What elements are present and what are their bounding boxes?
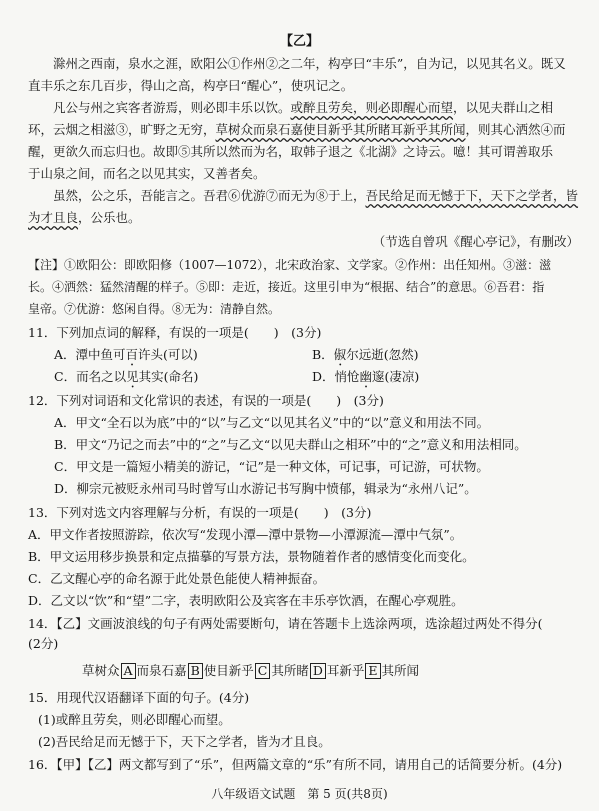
passage-line [28,122,566,138]
q13-option-d: D．乙文以“饮”和“望”二字，表明欧阳公及宾客在丰乐亭饮酒，在醒心亭观胜。 [28,593,464,608]
option-text: B． [312,347,334,362]
break-option-a[interactable]: A [121,663,136,679]
sentence-break-options [82,663,419,679]
question-15-stem: 15．用现代汉语翻译下面的句子。(4分) [28,690,250,705]
break-option-b[interactable]: B [188,663,203,679]
passage-text: ，以见夫群山之相 [453,100,554,115]
q15-sentence-2: (2)吾民给足而无憾于下，天下之学者，皆为才且良。 [38,734,331,749]
passage-text: ，则其心洒然④而 [465,122,566,137]
q11-option-b [312,347,418,369]
passage-text: 虽然，公之乐，吾能言之。吾君⑥优游⑦而无为⑧于上， [28,188,366,203]
question-16-stem: 16．【甲】【乙】两文都写到了“乐”，但两篇文章的“乐”有所不同，请用自己的话简要分析。(4分) [28,757,563,772]
break-option-e[interactable]: E [365,663,380,679]
q12-option-b: B．甲文“乃记之而去”中的“之”与乙文“以见夫群山之相环”中的“之”意义和用法相同。 [54,437,527,452]
option-text: 邃(凄凉) [372,369,420,384]
option-text: 尔远逝(忽然) [346,347,419,362]
passage-text: 环，云烟之相滋③，旷野之无穷， [28,122,216,137]
notes-line: 长。④洒然：猛然清醒的样子。⑤即：走近，接近。这里引申为“根据、结合”的意思。⑥吾君：指 [28,280,545,294]
q13-option-c: C．乙文醒心亭的命名源于此处景色能使人精神振奋。 [28,571,326,586]
passage-line: 于山泉之间，而名之以见其实，又善者矣。 [28,166,266,181]
question-13-stem: 13．下列对选文内容理解与分析，有误的一项是( ) (3分) [28,505,372,520]
passage-line: 滁州之西南，泉水之涯，欧阳公①作州②之二年，构亭曰“丰乐”，自为记，以见其名义。既又 [28,56,566,71]
passage-line: 直丰乐之东几百步，得山之高，构亭曰“醒心”，使巩记之。 [28,78,354,93]
sentence-segment: 耳新乎 [326,663,365,678]
q15-sentence-1: (1)或醉且劳矣，则必即醒心而望。 [38,712,231,727]
passage-line [28,188,578,204]
passage-line [28,100,553,116]
q12-option-c: C．甲文是一篇短小精美的游记，“记”是一种文体，可记事，可记游，可状物。 [54,459,489,474]
dotted-word: 幽 [359,369,373,384]
section-title: 【乙】 [279,34,319,49]
sentence-segment: 而泉石嘉 [136,663,187,678]
q11-option-a [54,347,198,369]
dotted-word: 百 [125,347,139,362]
question-11-stem: 11．下列加点词的解释，有误的一项是( ) (3分) [28,325,322,340]
passage-text: ，公乐也。 [78,210,141,225]
dotted-word: 俶 [333,347,347,362]
notes-line: 【注】①欧阳公：即欧阳修（1007—1072），北宋政治家、文学家。②作州：出任知州。③滋：滋 [28,258,552,272]
dotted-word: 见 [126,369,139,384]
q12-option-d: D．柳宗元被贬永州司马时曾写山水游记书写胸中愤郁，辑录为“永州八记”。 [54,481,477,496]
wavy-underlined-sentence: 草树众而泉石嘉使目新乎其所睹耳新乎其所闻 [215,122,466,137]
question-12-stem: 12．下列对词语和文化常识的表述，有误的一项是( ) (3分) [28,393,384,408]
option-text: D．悄怆 [312,369,360,384]
wavy-underlined-text: 吾民给足而无憾于下，天下之学者，皆 [365,188,579,203]
break-option-c[interactable]: C [255,663,271,679]
sentence-segment: 使目新乎 [203,663,254,678]
sentence-segment: 其所闻 [381,663,420,678]
q13-option-a: A．甲文作者按照游踪，依次写“发现小潭—潭中景物—小潭源流—潭中气氛”。 [28,527,463,542]
page-footer: 八年级语文试题 第 5 页(共8页) [211,787,388,801]
notes-line: 皇帝。⑦优游：悠闲自得。⑧无为：清静自然。 [28,302,281,316]
q12-option-a: A．甲文“全石以为底”中的“以”与乙文“以见其名义”中的“以”意义和用法不同。 [54,415,490,430]
question-14-score: (2分) [28,636,59,651]
q13-option-b: B．甲文运用移步换景和定点描摹的写景方法，景物随着作者的感情变化而变化。 [28,549,475,564]
q11-option-d [312,369,419,391]
source-citation: （节选自曾巩《醒心亭记》，有删改） [372,234,579,249]
passage-line [28,210,141,226]
sentence-segment: 其所睹 [271,663,309,678]
option-text: A．潭中鱼可 [54,347,126,362]
wavy-underlined-text: 为才且良 [28,210,79,225]
passage-text: 凡公与州之宾客者游焉，则必即丰乐以饮。 [28,100,291,115]
option-text: 其实(命名) [138,369,199,384]
passage-line: 醒，更欲久而忘归也。故即⑤其所以然而为名，取韩子退之《北湖》之诗云。噫！其可谓善取乐 [28,144,554,159]
wavy-underlined-text: 或醉且劳矣，则必即醒心而望 [290,100,454,115]
option-text: C．而名之以 [54,369,127,384]
question-14-stem: 14．【乙】文画波浪线的句子有两处需要断句，请在答题卡上选涂两项，选涂超过两处不得分( [28,616,543,631]
sentence-segment: 草树众 [82,663,120,678]
q11-option-c [54,369,198,391]
break-option-d[interactable]: D [310,663,326,679]
option-text: 许头(可以) [138,347,198,362]
